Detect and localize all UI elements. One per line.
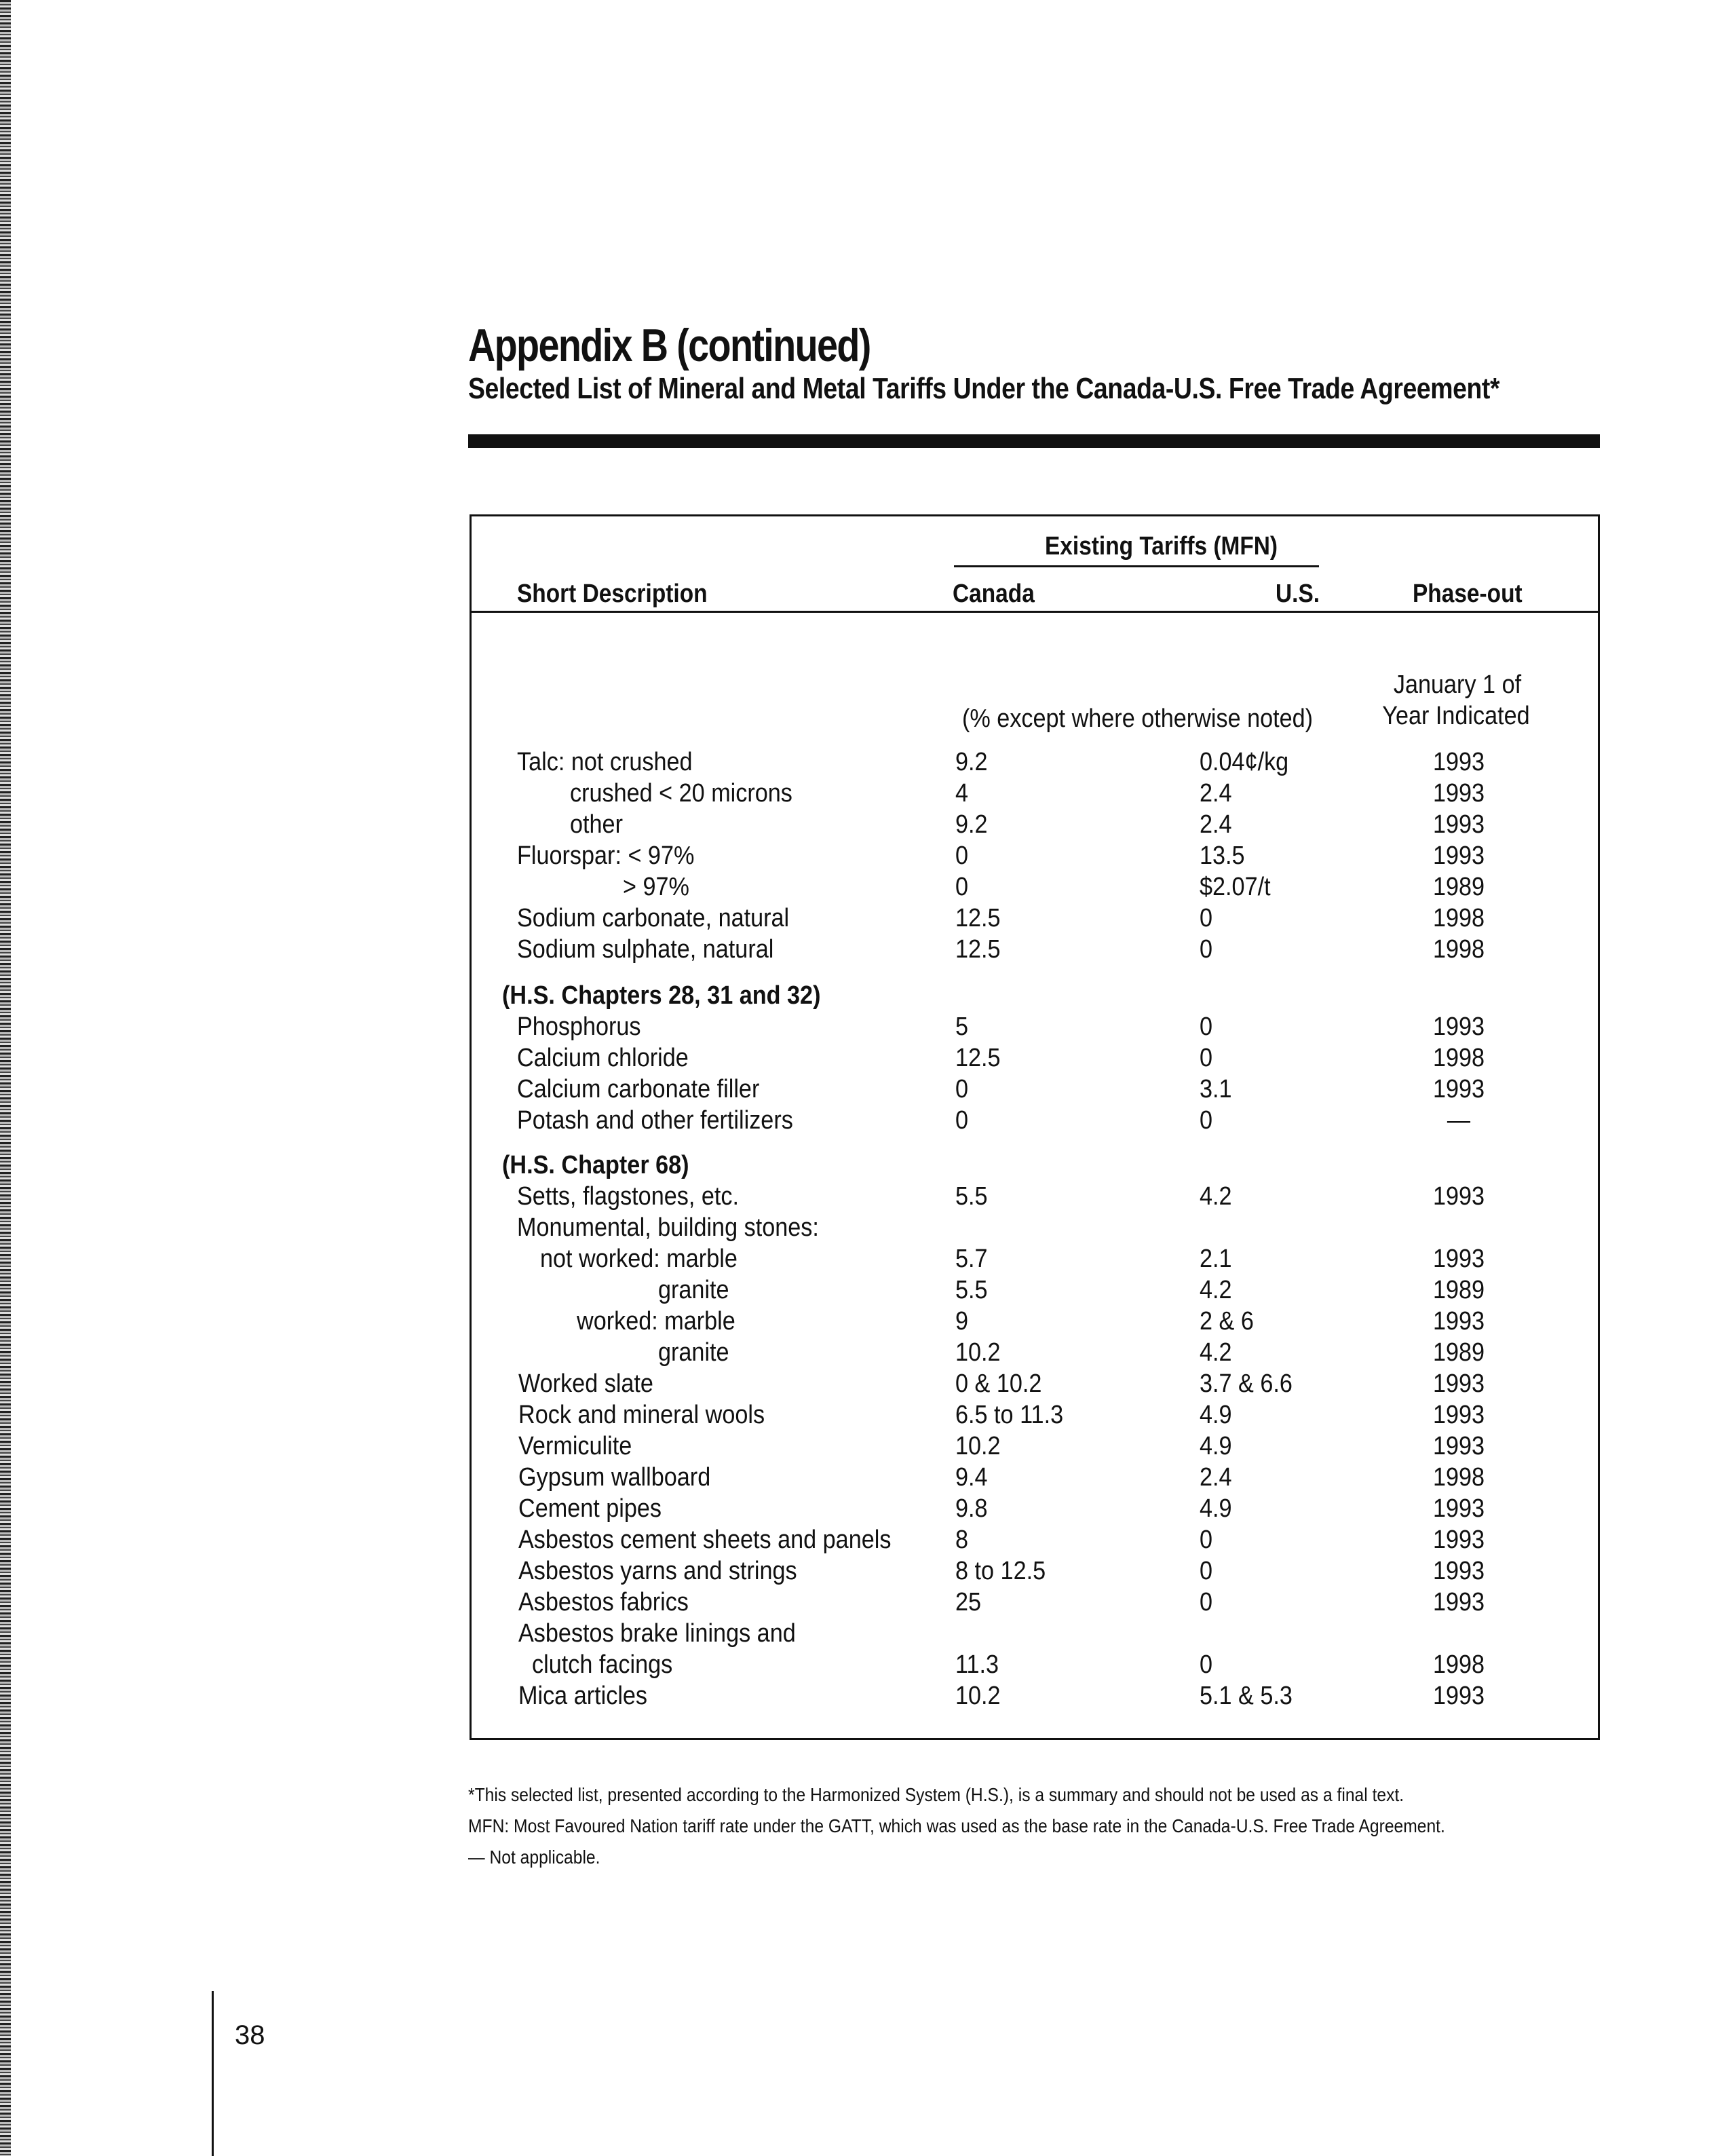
row-canada-tariff: 0 <box>955 841 969 870</box>
row-canada-tariff: 25 <box>955 1588 982 1616</box>
row-description: Mica articles <box>518 1682 648 1710</box>
row-description: Calcium carbonate filler <box>517 1075 760 1103</box>
row-canada-tariff: 9.2 <box>955 810 988 839</box>
page-margin-line <box>212 1991 214 2156</box>
row-description: (H.S. Chapters 28, 31 and 32) <box>502 981 821 1010</box>
row-description: Potash and other fertilizers <box>517 1106 793 1135</box>
row-description: Gypsum wallboard <box>518 1463 711 1492</box>
row-canada-tariff: 5 <box>955 1013 969 1041</box>
row-us-tariff: 4.9 <box>1200 1494 1232 1523</box>
row-description: granite <box>658 1338 729 1367</box>
header-phaseout: Phase-out <box>1413 580 1523 608</box>
row-phaseout-year: 1993 <box>1432 1432 1485 1460</box>
row-us-tariff: 0 <box>1200 1557 1213 1585</box>
header-us: U.S. <box>1276 580 1320 608</box>
row-description: clutch facings <box>532 1650 673 1679</box>
row-canada-tariff: 9 <box>955 1307 969 1336</box>
row-canada-tariff: 5.7 <box>955 1245 988 1273</box>
existing-tariffs-rule <box>954 565 1319 567</box>
row-description: not worked: marble <box>540 1245 738 1273</box>
row-description: Monumental, building stones: <box>517 1213 819 1242</box>
row-canada-tariff: 9.8 <box>955 1494 988 1523</box>
scanned-page-edge <box>0 0 11 2156</box>
row-description: Asbestos yarns and strings <box>518 1557 797 1585</box>
footnote-asterisk: *This selected list, presented according to the Harmonized System (H.S.), is a summary and should not be used as a final text. <box>468 1784 1404 1805</box>
row-us-tariff: 0.04¢/kg <box>1200 748 1289 776</box>
row-phaseout-year: 1989 <box>1432 873 1485 901</box>
row-us-tariff: 0 <box>1200 1650 1213 1679</box>
row-phaseout-year: 1989 <box>1432 1338 1485 1367</box>
row-canada-tariff: 0 <box>955 1106 969 1135</box>
row-phaseout-year: 1993 <box>1432 779 1485 808</box>
units-note: (% except where otherwise noted) <box>962 704 1314 733</box>
row-canada-tariff: 0 <box>955 873 969 901</box>
table-header-rule <box>470 611 1600 613</box>
row-canada-tariff: 10.2 <box>955 1338 1001 1367</box>
row-description: Worked slate <box>518 1369 653 1398</box>
row-phaseout-year: — <box>1447 1106 1471 1135</box>
row-description: Sodium sulphate, natural <box>517 935 774 964</box>
row-description: Calcium chloride <box>517 1044 689 1072</box>
page-title: Appendix B (continued) <box>468 320 870 371</box>
row-canada-tariff: 9.2 <box>955 748 988 776</box>
row-us-tariff: 0 <box>1200 1526 1213 1554</box>
row-canada-tariff: 12.5 <box>955 1044 1001 1072</box>
footnote-mfn: MFN: Most Favoured Nation tariff rate under the GATT, which was used as the base rate in the Canada-U.S. Free Trade Agreement. <box>468 1815 1445 1836</box>
row-us-tariff: 0 <box>1200 935 1213 964</box>
row-phaseout-year: 1993 <box>1432 1245 1485 1273</box>
row-us-tariff: 2.4 <box>1200 810 1232 839</box>
row-canada-tariff: 4 <box>955 779 969 808</box>
row-description: Asbestos brake linings and <box>518 1619 796 1648</box>
row-us-tariff: 0 <box>1200 1044 1213 1072</box>
row-phaseout-year: 1998 <box>1432 1044 1485 1072</box>
row-us-tariff: 4.2 <box>1200 1182 1232 1211</box>
row-phaseout-year: 1998 <box>1432 904 1485 932</box>
row-description: Rock and mineral wools <box>518 1401 765 1429</box>
row-canada-tariff: 10.2 <box>955 1682 1001 1710</box>
row-us-tariff: 2 & 6 <box>1200 1307 1254 1336</box>
row-phaseout-year: 1993 <box>1432 1401 1485 1429</box>
row-description: Asbestos cement sheets and panels <box>518 1526 892 1554</box>
row-description: worked: marble <box>577 1307 735 1336</box>
row-us-tariff: 2.4 <box>1200 1463 1232 1492</box>
row-us-tariff: $2.07/t <box>1200 873 1271 901</box>
row-phaseout-year: 1998 <box>1432 1650 1485 1679</box>
row-us-tariff: 4.2 <box>1200 1276 1232 1304</box>
row-us-tariff: 2.1 <box>1200 1245 1232 1273</box>
row-phaseout-year: 1993 <box>1432 1526 1485 1554</box>
row-phaseout-year: 1993 <box>1432 1588 1485 1616</box>
row-us-tariff: 0 <box>1200 904 1213 932</box>
phaseout-note-line1: January 1 of <box>1393 670 1522 699</box>
row-phaseout-year: 1993 <box>1432 1307 1485 1336</box>
row-description: Vermiculite <box>518 1432 632 1460</box>
row-phaseout-year: 1993 <box>1432 1369 1485 1398</box>
page-subtitle: Selected List of Mineral and Metal Tariffs Under the Canada-U.S. Free Trade Agreement* <box>468 372 1500 405</box>
row-description: (H.S. Chapter 68) <box>502 1151 689 1179</box>
row-canada-tariff: 0 & 10.2 <box>955 1369 1042 1398</box>
row-description: Asbestos fabrics <box>518 1588 689 1616</box>
row-canada-tariff: 12.5 <box>955 904 1001 932</box>
phaseout-note-line2: Year Indicated <box>1382 702 1530 730</box>
row-us-tariff: 3.7 & 6.6 <box>1200 1369 1293 1398</box>
row-us-tariff: 13.5 <box>1200 841 1245 870</box>
row-phaseout-year: 1993 <box>1432 810 1485 839</box>
row-phaseout-year: 1993 <box>1432 1494 1485 1523</box>
row-canada-tariff: 8 <box>955 1526 969 1554</box>
row-description: > 97% <box>623 873 689 901</box>
title-rule <box>468 434 1600 448</box>
row-canada-tariff: 0 <box>955 1075 969 1103</box>
row-us-tariff: 3.1 <box>1200 1075 1232 1103</box>
row-description: other <box>570 810 623 839</box>
row-phaseout-year: 1993 <box>1432 748 1485 776</box>
row-us-tariff: 0 <box>1200 1106 1213 1135</box>
footnote-not-applicable: — Not applicable. <box>468 1847 600 1868</box>
row-canada-tariff: 11.3 <box>955 1650 999 1679</box>
row-phaseout-year: 1998 <box>1432 1463 1485 1492</box>
row-phaseout-year: 1993 <box>1432 1075 1485 1103</box>
row-description: Sodium carbonate, natural <box>517 904 790 932</box>
row-canada-tariff: 12.5 <box>955 935 1001 964</box>
row-us-tariff: 4.2 <box>1200 1338 1232 1367</box>
row-canada-tariff: 5.5 <box>955 1276 988 1304</box>
row-description: Fluorspar: < 97% <box>517 841 695 870</box>
row-canada-tariff: 5.5 <box>955 1182 988 1211</box>
row-canada-tariff: 9.4 <box>955 1463 988 1492</box>
row-phaseout-year: 1993 <box>1432 1682 1485 1710</box>
row-description: Cement pipes <box>518 1494 662 1523</box>
row-us-tariff: 0 <box>1200 1013 1213 1041</box>
row-phaseout-year: 1993 <box>1432 841 1485 870</box>
row-description: granite <box>658 1276 729 1304</box>
row-description: Setts, flagstones, etc. <box>517 1182 739 1211</box>
row-phaseout-year: 1993 <box>1432 1182 1485 1211</box>
row-phaseout-year: 1993 <box>1432 1557 1485 1585</box>
row-us-tariff: 4.9 <box>1200 1432 1232 1460</box>
row-description: Talc: not crushed <box>517 748 693 776</box>
header-canada: Canada <box>953 580 1035 608</box>
row-us-tariff: 2.4 <box>1200 779 1232 808</box>
row-us-tariff: 5.1 & 5.3 <box>1200 1682 1293 1710</box>
header-existing-tariffs: Existing Tariffs (MFN) <box>1045 532 1278 561</box>
page-number: 38 <box>235 2020 265 2050</box>
row-phaseout-year: 1993 <box>1432 1013 1485 1041</box>
header-short-description: Short Description <box>517 580 708 608</box>
row-description: Phosphorus <box>517 1013 641 1041</box>
row-phaseout-year: 1989 <box>1432 1276 1485 1304</box>
row-canada-tariff: 10.2 <box>955 1432 1001 1460</box>
row-us-tariff: 0 <box>1200 1588 1213 1616</box>
row-canada-tariff: 6.5 to 11.3 <box>955 1401 1064 1429</box>
row-description: crushed < 20 microns <box>570 779 792 808</box>
row-phaseout-year: 1998 <box>1432 935 1485 964</box>
row-canada-tariff: 8 to 12.5 <box>955 1557 1046 1585</box>
row-us-tariff: 4.9 <box>1200 1401 1232 1429</box>
